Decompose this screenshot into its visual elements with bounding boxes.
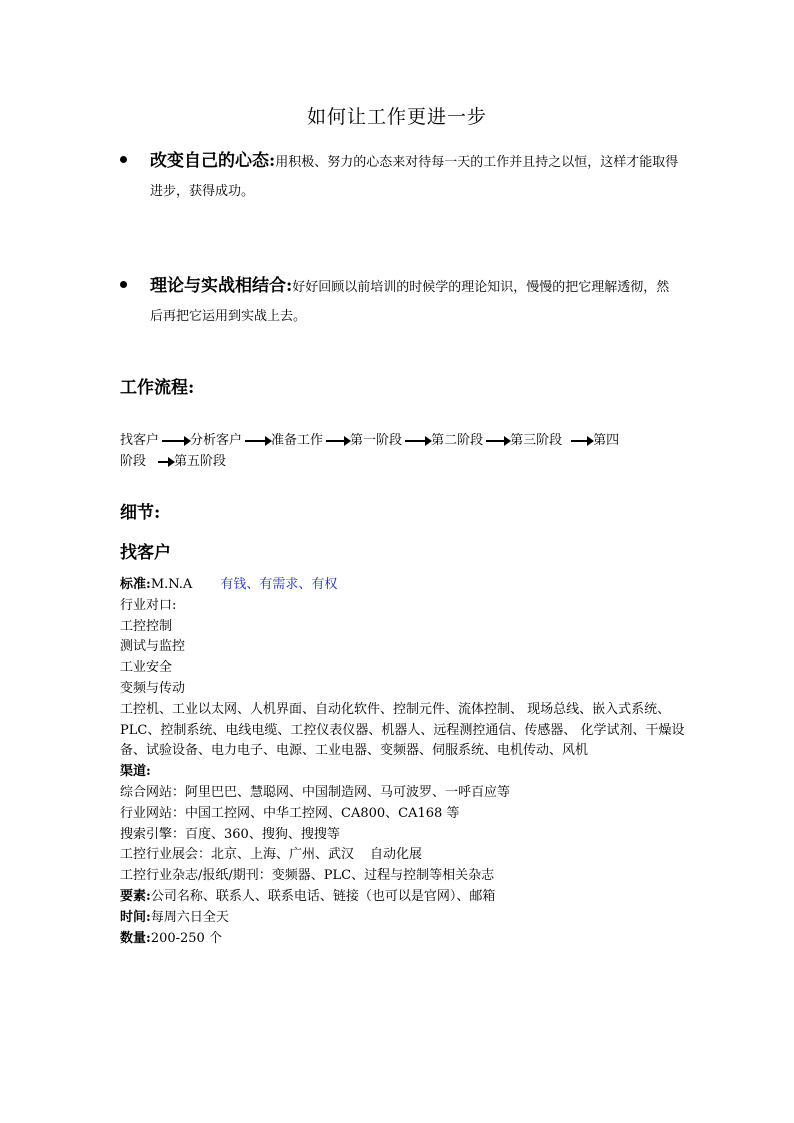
bullet-heading: 改变自己的心态:	[150, 151, 276, 171]
workflow-step: 阶段	[120, 454, 147, 469]
standard-label: 标准:	[120, 577, 151, 592]
arrow-right-icon	[486, 440, 506, 442]
workflow-line-2	[120, 451, 690, 472]
quantity-label: 数量:	[120, 930, 151, 946]
workflow-heading: 工作流程:	[120, 378, 195, 398]
time-line	[120, 908, 685, 929]
elements-label: 要素:	[120, 888, 151, 904]
bullet-text: 好好回顾以前培训的时候学的理论知识，慢慢的把它理解透彻，然后再把它运用到实战上去。	[150, 280, 670, 324]
workflow-step: 分析客户	[190, 433, 243, 448]
arrow-right-icon	[326, 440, 346, 442]
customer-details	[120, 575, 685, 949]
standard-line	[120, 575, 685, 596]
details-heading: 细节:	[120, 503, 161, 523]
workflow-step: 第一阶段	[350, 433, 403, 448]
elements-line	[120, 887, 685, 908]
workflow-diagram	[120, 430, 690, 472]
quantity-line	[120, 929, 685, 950]
channel-expo	[120, 845, 685, 866]
industry-item: 工控控制	[120, 618, 173, 634]
industry-item: 工业安全	[120, 660, 173, 676]
quantity-value: 200-250 个	[150, 930, 222, 946]
workflow-step: 第二阶段	[431, 433, 484, 448]
arrow-right-icon	[162, 440, 186, 442]
page-title: 如何让工作更进一步	[306, 106, 487, 128]
arrow-right-icon	[571, 440, 589, 442]
bullet-text: 用积极、努力的心态来对待每一天的工作并且持之以恒，这样才能取得进步，获得成功。	[150, 155, 679, 199]
channel-row: 行业网站：中国工控网、中华工控网、CA800、CA168 等	[120, 805, 460, 821]
elements-value: 公司名称、联系人、联系电话、链接（也可以是官网）、邮箱	[150, 888, 496, 904]
bullet-heading: 理论与实战相结合:	[150, 276, 293, 296]
bullet-theory-practice	[120, 272, 680, 331]
workflow-step: 准备工作	[271, 433, 324, 448]
workflow-step: 第四	[593, 433, 620, 448]
channel-row: 搜索引擎：百度、360、搜狗、搜搜等	[120, 826, 340, 842]
find-customer-heading: 找客户	[120, 543, 171, 563]
workflow-line-1	[120, 430, 690, 451]
bullet-dot-icon	[120, 281, 127, 288]
industry-label: 行业对口:	[120, 597, 177, 613]
workflow-step: 第三阶段	[510, 433, 563, 448]
bullet-dot-icon	[120, 156, 127, 163]
standard-value: M.N.A	[150, 577, 193, 592]
industry-products: 工控机、工业以太网、人机界面、自动化软件、控制元件、流体控制、 现场总线、嵌入式系统、 PLC、控制系统、电线电缆、工控仪表仪器、机器人、远程测控通信、传感器、 化学试剂、干燥设备、试验设备、电力电子、电源、工业电器、变频器、伺服系统、电机传动、风机	[120, 701, 685, 759]
industry-item: 变频与传动	[120, 680, 186, 696]
bullet-mindset	[120, 147, 680, 206]
channel-expo-tail: 自动化展	[370, 847, 423, 863]
channel-expo-text: 工控行业展会：北京、上海、广州、武汉	[120, 847, 355, 863]
workflow-step: 第五阶段	[174, 454, 227, 469]
channel-magazine: 工控行业杂志/报纸/期刊：变频器、PLC、过程与控制等相关杂志	[120, 868, 495, 884]
standard-note: 有钱、有需求、有权	[220, 577, 338, 592]
channel-row: 综合网站：阿里巴巴、慧聪网、中国制造网、马可波罗、一呼百应等	[120, 784, 511, 800]
arrow-right-icon	[405, 440, 427, 442]
time-value: 每周六日全天	[150, 909, 229, 925]
industry-item: 测试与监控	[120, 639, 186, 655]
arrow-right-icon	[245, 440, 267, 442]
time-label: 时间:	[120, 909, 151, 925]
arrow-right-icon	[158, 461, 170, 463]
workflow-step: 找客户	[120, 433, 160, 448]
channels-label: 渠道:	[120, 764, 151, 780]
